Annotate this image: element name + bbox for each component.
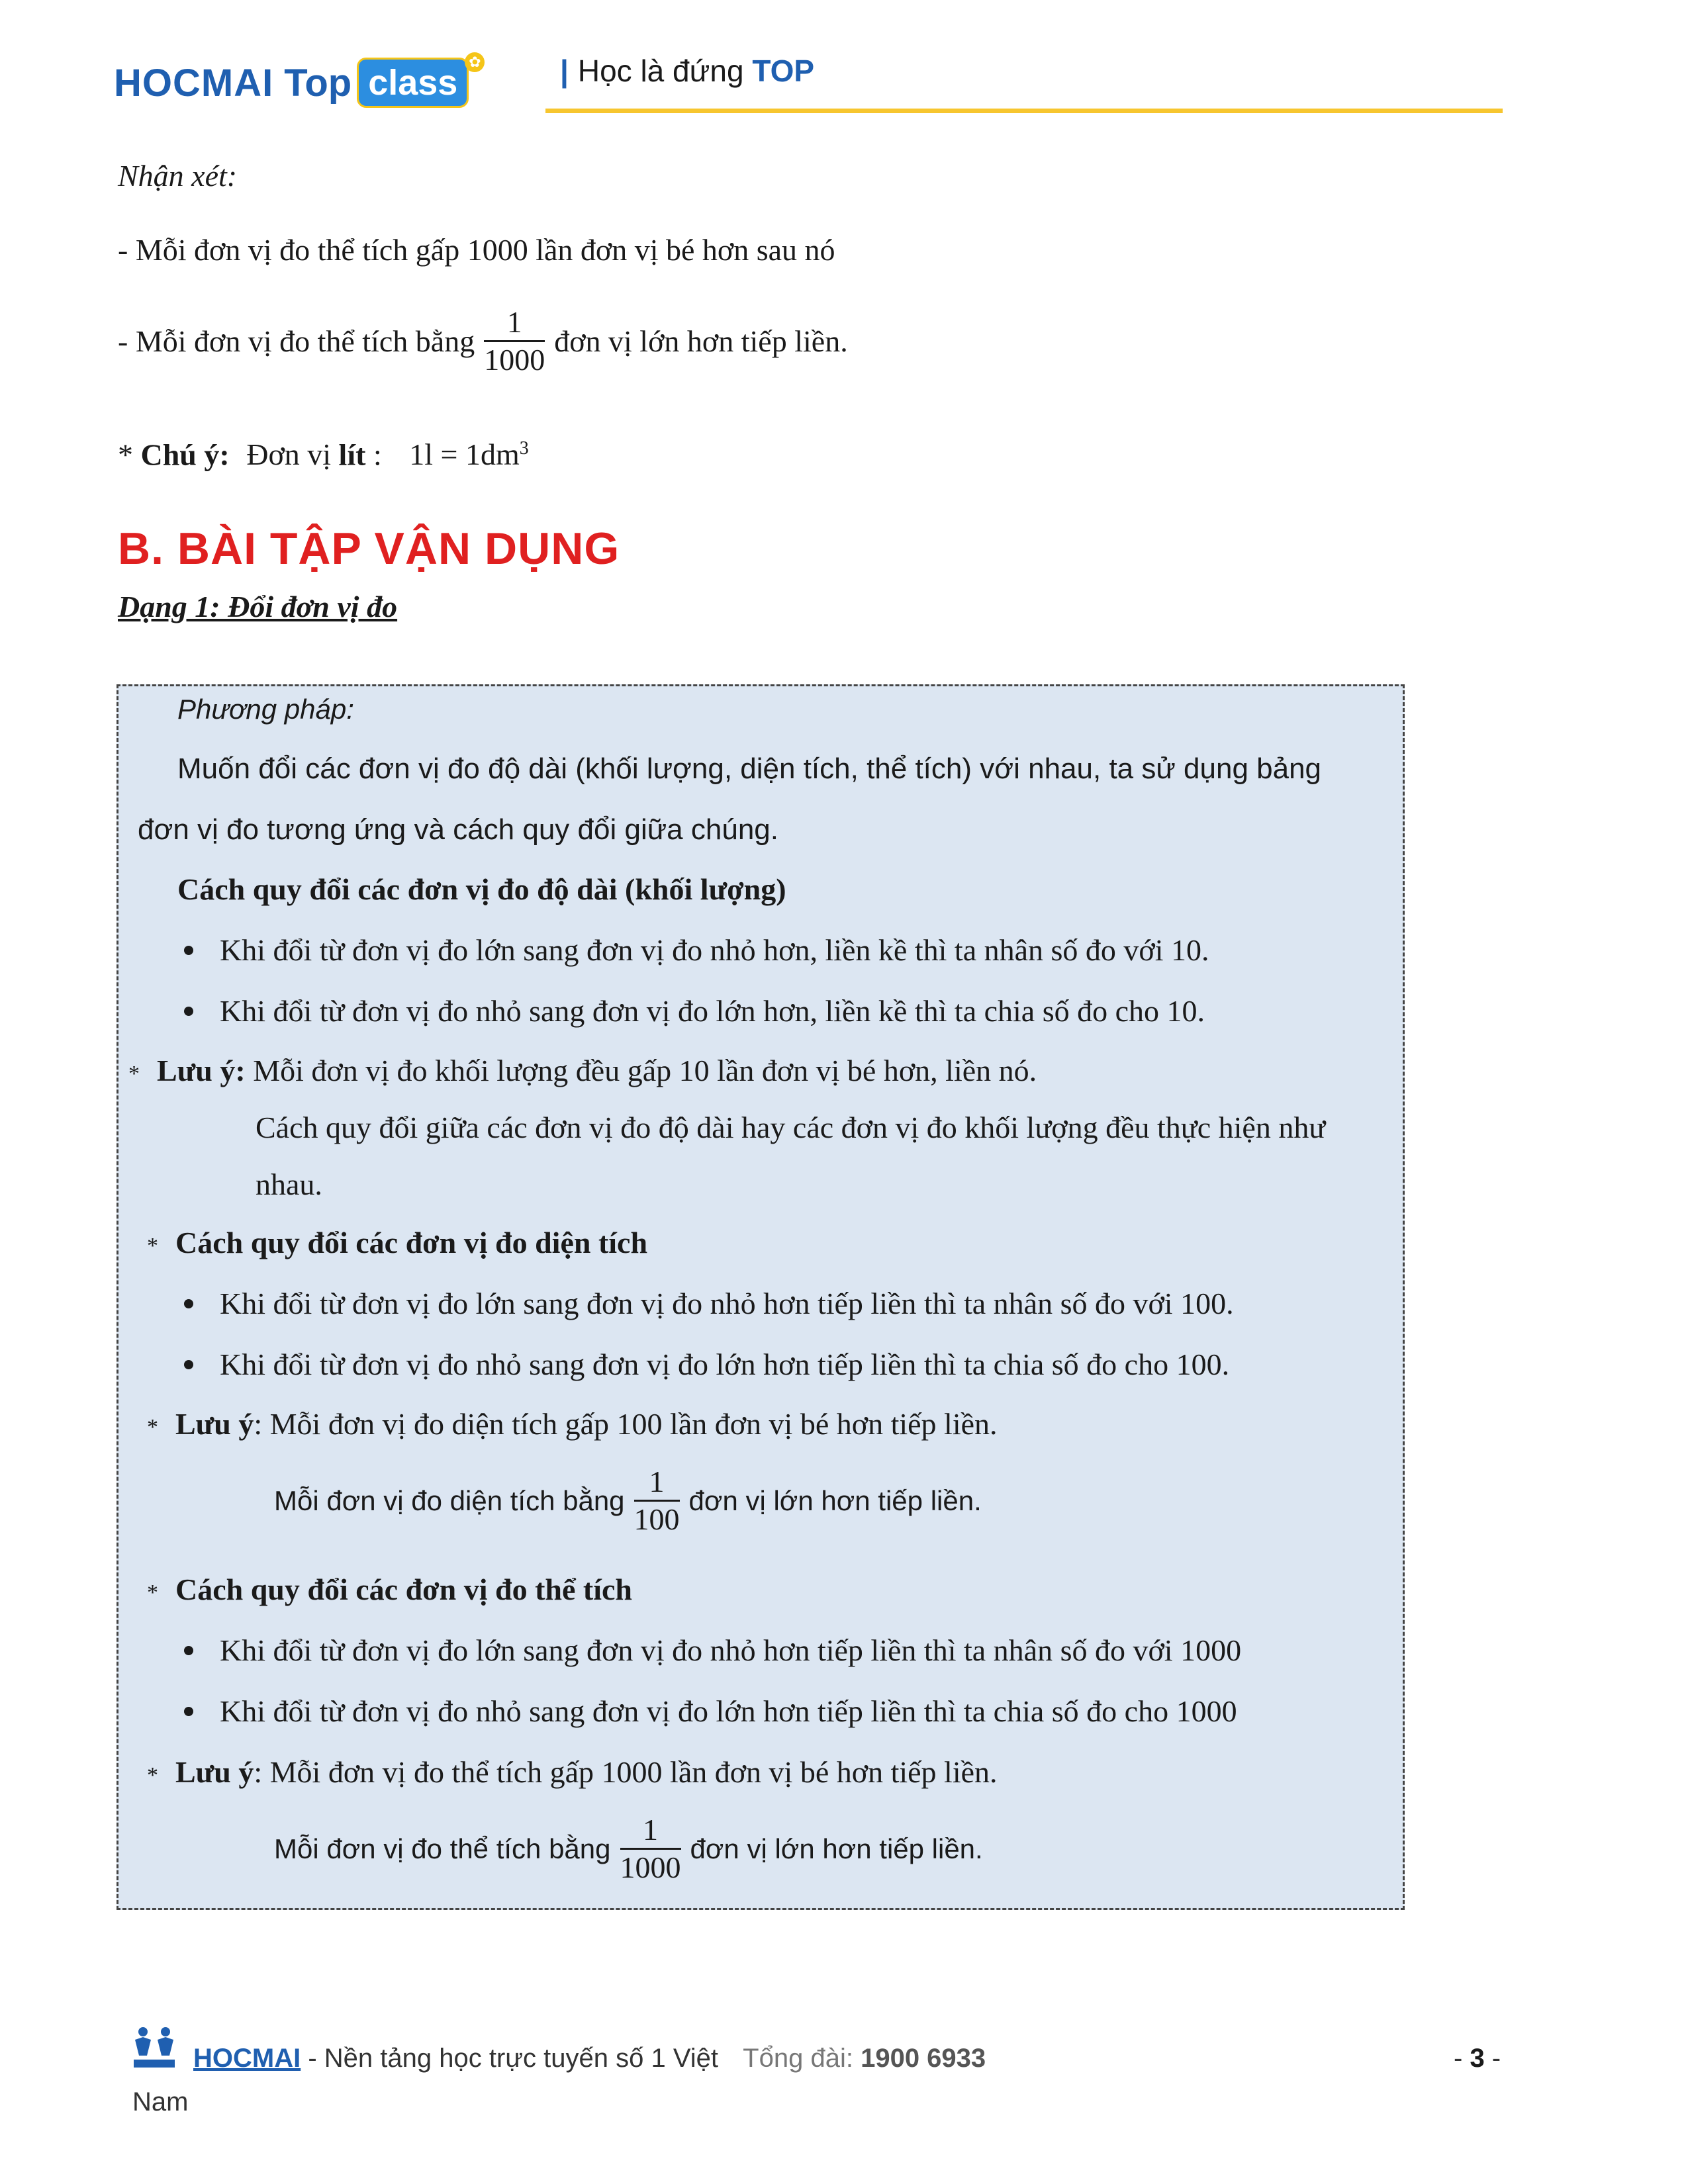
slogan-text: Học là đứng xyxy=(577,54,744,88)
remark-note xyxy=(118,430,529,473)
remark-title: Nhận xét: xyxy=(118,159,238,193)
fraction-denominator: 1000 xyxy=(620,1850,681,1884)
logo-top-text: Top xyxy=(284,61,352,105)
area-note-label: Lưu ý xyxy=(175,1407,254,1441)
method-title: Phương pháp: xyxy=(177,694,354,725)
fraction-numerator: 1 xyxy=(506,305,522,339)
length-note-label: Lưu ý: xyxy=(157,1054,246,1087)
header-divider xyxy=(545,109,1503,113)
remark-line-2 xyxy=(118,304,848,378)
page-number xyxy=(1454,2044,1501,2073)
asterisk-icon: * xyxy=(147,1763,158,1788)
note-text: Đơn vị xyxy=(246,437,332,472)
length-bullet-1 xyxy=(184,932,1209,969)
volume-bullet-1-text: Khi đổi từ đơn vị đo lớn sang đơn vị đo nhỏ hơn tiếp liền thì ta nhân số đo với 1000 xyxy=(220,1633,1242,1667)
logo-hocmai-text: HOCMAI xyxy=(114,61,274,105)
remark-line-2-pre: - Mỗi đơn vị đo thể tích bằng xyxy=(118,324,475,358)
volume-note xyxy=(147,1754,998,1794)
footer-tagline: - Nền tảng học trực tuyến số 1 Việt xyxy=(301,2044,719,2073)
volume-fraction-line xyxy=(274,1812,983,1886)
bullet-icon xyxy=(184,1707,193,1716)
area-bullet-2 xyxy=(184,1346,1229,1383)
remark-line-1: - Mỗi đơn vị đo thể tích gấp 1000 lần đơn vị bé hơn sau nó xyxy=(118,233,835,267)
length-title: Cách quy đổi các đơn vị đo độ dài (khối lượng) xyxy=(177,872,786,906)
length-note-cont-1: Cách quy đổi giữa các đơn vị đo độ dài hay các đơn vị đo khối lượng đều thực hiện như xyxy=(256,1111,1326,1144)
method-intro-1: Muốn đổi các đơn vị đo độ dài (khối lượng, diện tích, thể tích) với nhau, ta sử dụng bảng xyxy=(177,752,1322,785)
dang-heading: Dạng 1: Đổi đơn vị đo xyxy=(118,590,398,623)
area-title: Cách quy đổi các đơn vị đo diện tích xyxy=(175,1226,648,1259)
fraction-1-1000 xyxy=(620,1812,681,1886)
section-title: B. BÀI TẬP VẬN DỤNG xyxy=(118,523,620,574)
asterisk-icon: * xyxy=(147,1415,158,1439)
bullet-icon xyxy=(184,1646,193,1655)
asterisk-icon: * xyxy=(147,1580,158,1605)
note-asterisk: * xyxy=(118,437,133,472)
fraction-numerator: 1 xyxy=(643,1813,659,1846)
fraction-1-1000 xyxy=(484,304,545,378)
area-fraction-line xyxy=(274,1464,982,1537)
length-note xyxy=(128,1052,1037,1093)
area-bullet-1 xyxy=(184,1285,1234,1322)
fraction-denominator: 100 xyxy=(633,1502,680,1536)
volume-fraction-pre: Mỗi đơn vị đo thể tích bằng xyxy=(274,1833,611,1864)
area-title-row xyxy=(147,1224,647,1265)
length-bullet-1-text: Khi đổi từ đơn vị đo lớn sang đơn vị đo nhỏ hơn, liền kề thì ta nhân số đo với 10. xyxy=(220,933,1209,967)
footer-brand-link[interactable]: HOCMAI xyxy=(193,2044,301,2073)
slogan-separator: | xyxy=(560,54,569,88)
length-bullet-2-text: Khi đổi từ đơn vị đo nhỏ sang đơn vị đo lớn hơn, liền kề thì ta chia số đo cho 10. xyxy=(220,994,1205,1028)
slogan-top: TOP xyxy=(752,54,815,88)
volume-title: Cách quy đổi các đơn vị đo thể tích xyxy=(175,1572,632,1606)
note-exponent: 3 xyxy=(519,438,529,459)
logo-star-icon: ✿ xyxy=(465,52,485,72)
volume-fraction-post: đơn vị lớn hơn tiếp liền. xyxy=(690,1833,983,1864)
page-number-pre: - xyxy=(1454,2044,1470,2073)
hocmai-footer-logo-icon xyxy=(132,2025,176,2071)
volume-title-row xyxy=(147,1571,632,1612)
footer-line xyxy=(193,2044,986,2073)
fraction-1-100 xyxy=(634,1464,680,1537)
footer-tagline-tail: Nam xyxy=(132,2087,189,2116)
area-note xyxy=(147,1406,998,1446)
length-note-text: Mỗi đơn vị đo khối lượng đều gấp 10 lần đơn vị bé hơn, liền nó. xyxy=(253,1054,1037,1087)
remark-line-2-post: đơn vị lớn hơn tiếp liền. xyxy=(554,324,848,358)
area-fraction-post: đơn vị lớn hơn tiếp liền. xyxy=(688,1484,982,1516)
note-colon: : xyxy=(373,437,382,472)
hocmai-topclass-logo xyxy=(114,53,481,113)
footer-hotline-label: Tổng đài: xyxy=(743,2044,853,2073)
footer-hotline: 1900 6933 xyxy=(861,2044,986,2073)
volume-note-label: Lưu ý xyxy=(175,1755,254,1789)
asterisk-icon: * xyxy=(147,1234,158,1258)
area-bullet-2-text: Khi đổi từ đơn vị đo nhỏ sang đơn vị đo lớn hơn tiếp liền thì ta chia số đo cho 100. xyxy=(220,1347,1230,1381)
volume-bullet-1 xyxy=(184,1632,1241,1669)
area-fraction-pre: Mỗi đơn vị đo diện tích bằng xyxy=(274,1484,625,1516)
fraction-denominator: 1000 xyxy=(484,343,545,377)
volume-bullet-2 xyxy=(184,1693,1237,1730)
fraction-numerator: 1 xyxy=(649,1465,665,1498)
bullet-icon xyxy=(184,1007,193,1016)
method-intro-2: đơn vị đo tương ứng và cách quy đổi giữa chúng. xyxy=(138,813,778,846)
length-note-cont-2: nhau. xyxy=(256,1167,322,1201)
bullet-icon xyxy=(184,1360,193,1369)
note-formula: 1l = 1dm xyxy=(409,437,520,472)
bullet-icon xyxy=(184,946,193,955)
page-number-value: 3 xyxy=(1470,2044,1485,2073)
volume-note-text: : Mỗi đơn vị đo thể tích gấp 1000 lần đơn vị bé hơn tiếp liền. xyxy=(254,1755,998,1789)
volume-bullet-2-text: Khi đổi từ đơn vị đo nhỏ sang đơn vị đo lớn hơn tiếp liền thì ta chia số đo cho 1000 xyxy=(220,1694,1237,1728)
note-label: Chú ý: xyxy=(140,437,230,472)
note-unit: lít xyxy=(338,437,366,472)
header-slogan xyxy=(560,53,814,89)
area-note-text: : Mỗi đơn vị đo diện tích gấp 100 lần đơn vị bé hơn tiếp liền. xyxy=(254,1407,998,1441)
area-bullet-1-text: Khi đổi từ đơn vị đo lớn sang đơn vị đo nhỏ hơn tiếp liền thì ta nhân số đo với 100. xyxy=(220,1287,1234,1320)
logo-class-text: class xyxy=(357,58,469,108)
bullet-icon xyxy=(184,1299,193,1308)
page-number-post: - xyxy=(1484,2044,1501,2073)
length-bullet-2 xyxy=(184,993,1205,1030)
asterisk-icon: * xyxy=(128,1062,140,1086)
